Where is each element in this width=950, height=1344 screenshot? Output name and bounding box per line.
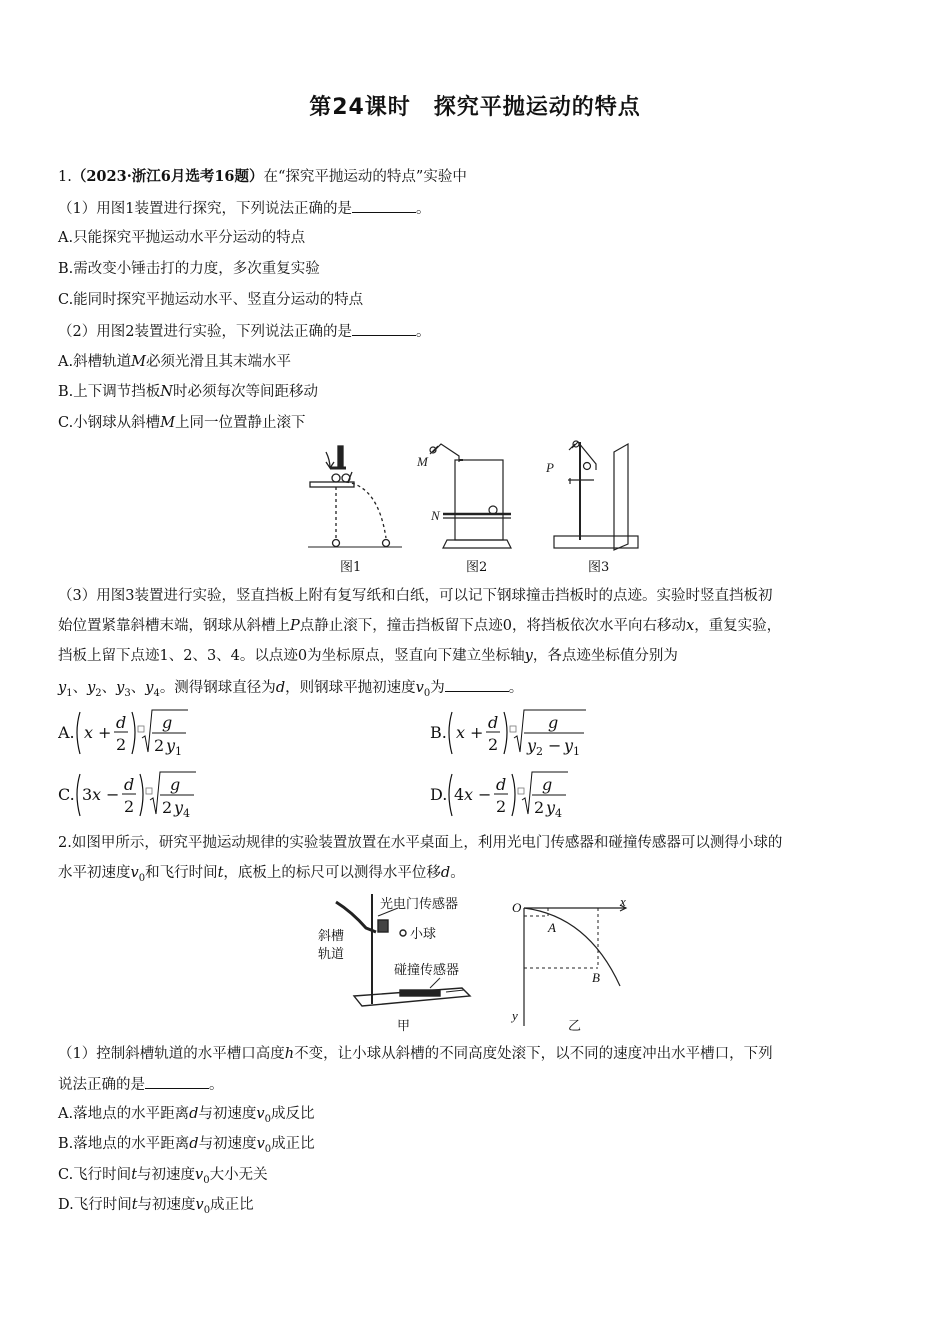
- frac-num: d: [488, 713, 499, 732]
- sub: 0: [203, 1174, 210, 1186]
- sub: 0: [203, 1204, 211, 1216]
- q2-text: 和飞行时间: [145, 865, 218, 881]
- sub: 1: [66, 687, 73, 699]
- q2-line1: 2.如图甲所示，研究平抛运动规律的实验装置放置在水平桌面上，利用光电门传感器和碰撞传感器可以测得小球的: [58, 835, 783, 851]
- q1-p2-end: 。: [415, 324, 431, 340]
- fig3-label-p: P: [546, 460, 554, 475]
- coef: 3: [82, 785, 93, 804]
- var-t: t: [131, 1197, 138, 1213]
- rad-den-coef: 2: [154, 736, 165, 755]
- label-track-2: 轨道: [318, 947, 345, 962]
- var-d: d: [440, 865, 451, 881]
- var-y: y: [145, 680, 154, 696]
- option-label: C.: [58, 785, 75, 804]
- opt-text: A.斜槽轨道: [58, 354, 132, 370]
- opt-text: 成反比: [270, 1106, 315, 1122]
- p3-end: 。: [508, 680, 524, 696]
- var-v: v: [195, 1167, 204, 1183]
- q1-stem-text: 在“探究平抛运动的特点”实验中: [263, 169, 467, 185]
- sub: 3: [124, 687, 131, 699]
- q1-p3-line3: [58, 646, 678, 666]
- point-b-label: B: [592, 970, 600, 985]
- opt-text: B.上下调节挡板: [58, 384, 161, 400]
- q1-p2-option-a: [58, 352, 291, 372]
- figure-jia-apparatus: [312, 892, 482, 1012]
- sub: 2: [95, 687, 102, 699]
- op: −: [548, 736, 562, 755]
- q1-part2-stem: [58, 321, 430, 342]
- var-y: y: [564, 736, 574, 755]
- q1-p3-option-a: [58, 706, 218, 760]
- opt-text: 成正比: [210, 1197, 254, 1213]
- p3-text: 为: [430, 680, 445, 696]
- figure-yi-graph: [508, 896, 638, 1026]
- q1-p3-option-c: [58, 768, 228, 822]
- opt-text: 成正比: [271, 1136, 315, 1152]
- label-ball: 小球: [410, 927, 437, 942]
- var-y: y: [116, 680, 125, 696]
- option-label: B.: [430, 723, 447, 742]
- figure-jia-caption: 甲: [397, 1019, 411, 1034]
- var-x: x: [686, 618, 695, 634]
- figure-2-apparatus: [413, 440, 525, 552]
- sub: 4: [555, 807, 562, 820]
- page-title: 第24课时 探究平抛运动的特点: [309, 95, 641, 120]
- opt-text: D.飞行时间: [58, 1197, 132, 1213]
- p3-text: 挡板上留下点迹1、2、3、4。以点迹0为坐标原点，竖直向下建立坐标轴: [58, 648, 525, 664]
- option-label: D.: [430, 785, 448, 804]
- q1-p3-option-b: [430, 706, 610, 760]
- rad-num: g: [162, 713, 173, 732]
- frac-den: 2: [488, 735, 499, 754]
- graph-x-label: x: [620, 896, 626, 909]
- opt-text: B.落地点的水平距离: [58, 1136, 190, 1152]
- q1-p2-option-b: [58, 382, 318, 402]
- graph-y-label: y: [512, 1008, 518, 1023]
- option-label: A.: [58, 723, 75, 742]
- frac-num: d: [116, 713, 127, 732]
- var-h: h: [284, 1046, 295, 1062]
- var-y: y: [87, 680, 96, 696]
- var-x: x: [84, 723, 94, 742]
- figure-3-caption: 图3: [588, 560, 610, 575]
- op: +: [98, 723, 112, 742]
- var-m: M: [131, 354, 146, 370]
- sub: 0: [138, 872, 146, 884]
- p3-text: ，重复实验，: [694, 618, 782, 634]
- label-photogate: 光电门传感器: [380, 897, 459, 912]
- figure-3-apparatus: [540, 436, 652, 552]
- q1-p3-line4: [58, 677, 523, 704]
- var-t: t: [131, 1167, 138, 1183]
- coef: 4: [454, 785, 465, 804]
- q2-p1-text: 不变，让小球从斜槽的不同高度处滚下，以不同的速度冲出水平槽口，下列: [294, 1046, 773, 1062]
- opt-text: 上同一位置静止滚下: [175, 415, 306, 431]
- var-v: v: [130, 865, 139, 881]
- frac-den: 2: [496, 797, 507, 816]
- frac-num: d: [124, 775, 135, 794]
- op: −: [106, 785, 120, 804]
- q1-stem: [58, 167, 467, 187]
- opt-text: C.小钢球从斜槽: [58, 415, 161, 431]
- q2-p1-option-c: [58, 1165, 268, 1191]
- rad-den-coef: 2: [534, 798, 545, 817]
- sub: 2: [536, 745, 543, 758]
- frac-den: 2: [116, 735, 127, 754]
- frac-num: d: [496, 775, 507, 794]
- sub: 4: [183, 807, 190, 820]
- var-v: v: [256, 1136, 265, 1152]
- var-x: x: [92, 785, 102, 804]
- label-track-1: 斜槽: [318, 929, 345, 944]
- frac-den: 2: [124, 797, 135, 816]
- rad-num: g: [548, 713, 559, 732]
- q2-p1-line1: [58, 1044, 773, 1064]
- p3-text: ，各点迹坐标值分别为: [532, 648, 678, 664]
- opt-text: 大小无关: [209, 1167, 268, 1183]
- var-y: y: [527, 736, 537, 755]
- q2-p1-text: （1）控制斜槽轨道的水平槽口高度: [58, 1046, 285, 1062]
- q1-p1-option-c: C.能同时探究平抛运动水平、竖直分运动的特点: [58, 292, 364, 308]
- var-n: N: [160, 384, 173, 400]
- var-d: d: [189, 1106, 199, 1122]
- var-y: y: [166, 736, 176, 755]
- q2-p1-end: 。: [209, 1077, 224, 1093]
- var-d: d: [189, 1136, 199, 1152]
- q1-p2-stem-text: （2）用图2装置进行实验，下列说法正确的是: [58, 324, 352, 340]
- p3-text: ，则钢球平抛初速度: [285, 680, 416, 696]
- var-y: y: [58, 680, 67, 696]
- var-x: x: [456, 723, 466, 742]
- q2-p1-option-a: [58, 1104, 314, 1130]
- figure-1-caption: 图1: [340, 560, 362, 575]
- sub: 0: [264, 1113, 271, 1125]
- opt-text: 必须光滑且其末端水平: [145, 354, 291, 370]
- sub: 4: [153, 687, 160, 699]
- p3-text: 。测得钢球直径为: [159, 680, 276, 696]
- q1-p1-stem-text: （1）用图1装置进行探究，下列说法正确的是: [58, 201, 352, 217]
- opt-text: 时必须每次等间距移动: [172, 384, 318, 400]
- q1-p2-option-c: [58, 413, 306, 433]
- opt-text: 与初速度: [198, 1136, 257, 1152]
- var-t: t: [217, 865, 224, 881]
- q1-number: 1.: [58, 169, 72, 185]
- var-v: v: [415, 680, 424, 696]
- q2-p1-option-d: [58, 1195, 254, 1221]
- sub: 1: [573, 745, 580, 758]
- q1-p1-option-a: A.只能探究平抛运动水平分运动的特点: [58, 230, 306, 246]
- p3-text: 始位置紧靠斜槽末端，钢球从斜槽上: [58, 618, 290, 634]
- var-m: M: [160, 415, 176, 431]
- sub: 0: [264, 1143, 272, 1155]
- q2-text: ，底板上的标尺可以测得水平位移: [223, 865, 441, 881]
- answer-blank[interactable]: [352, 321, 416, 336]
- sep: 、: [130, 680, 146, 696]
- answer-blank[interactable]: [145, 1074, 209, 1089]
- opt-text: A.落地点的水平距离: [58, 1106, 190, 1122]
- fig2-label-n: N: [431, 508, 440, 523]
- q1-p1-end: 。: [415, 201, 431, 217]
- q2-p1-text: 说法正确的是: [58, 1077, 145, 1093]
- fig2-label-m: M: [417, 454, 428, 469]
- q2-p1-line2: [58, 1074, 224, 1095]
- point-a-label: A: [548, 920, 556, 935]
- figure-2-caption: 图2: [466, 560, 488, 575]
- p3-text: 点静止滚下，撞击挡板留下点迹0，将挡板依次水平向右移动: [299, 618, 686, 634]
- rad-num: g: [170, 775, 181, 794]
- sub: 1: [175, 745, 182, 758]
- var-y: y: [524, 648, 533, 664]
- opt-text: 与初速度: [137, 1167, 196, 1183]
- q1-p3-line1: （3）用图3装置进行实验，竖直挡板上附有复写纸和白纸，可以记下钢球撞击挡板时的点迹。实验时竖直挡板初: [58, 588, 773, 604]
- op: −: [478, 785, 492, 804]
- var-p: P: [290, 618, 300, 634]
- label-collision: 碰撞传感器: [394, 963, 460, 978]
- var-v: v: [195, 1197, 204, 1213]
- var-y: y: [546, 798, 556, 817]
- q1-source: （2023·浙江6月选考16题）: [71, 168, 264, 185]
- q2-text: 水平初速度: [58, 865, 131, 881]
- opt-text: 与初速度: [198, 1106, 257, 1122]
- var-d: d: [275, 680, 286, 696]
- rad-den-coef: 2: [162, 798, 173, 817]
- sep: 、: [72, 680, 88, 696]
- figure-1-apparatus: [300, 442, 410, 554]
- graph-origin: O: [512, 900, 522, 915]
- answer-blank[interactable]: [352, 198, 416, 213]
- sep: 、: [101, 680, 117, 696]
- rad-num: g: [542, 775, 553, 794]
- var-y: y: [174, 798, 184, 817]
- q1-p3-line2: [58, 616, 781, 636]
- q1-p3-option-d: [430, 768, 600, 822]
- opt-text: 与初速度: [137, 1197, 196, 1213]
- q1-part1-stem: [58, 198, 430, 219]
- figure-yi-caption: 乙: [568, 1019, 582, 1034]
- var-x: x: [464, 785, 474, 804]
- q2-p1-option-b: [58, 1134, 315, 1160]
- opt-text: C.飞行时间: [58, 1167, 132, 1183]
- var-v: v: [256, 1106, 265, 1122]
- op: +: [470, 723, 484, 742]
- q2-line2: [58, 863, 465, 889]
- answer-blank[interactable]: [445, 677, 509, 692]
- sub: 0: [423, 687, 431, 699]
- q2-text: 。: [450, 865, 465, 881]
- q1-p1-option-b: B.需改变小锤击打的力度，多次重复实验: [58, 261, 320, 277]
